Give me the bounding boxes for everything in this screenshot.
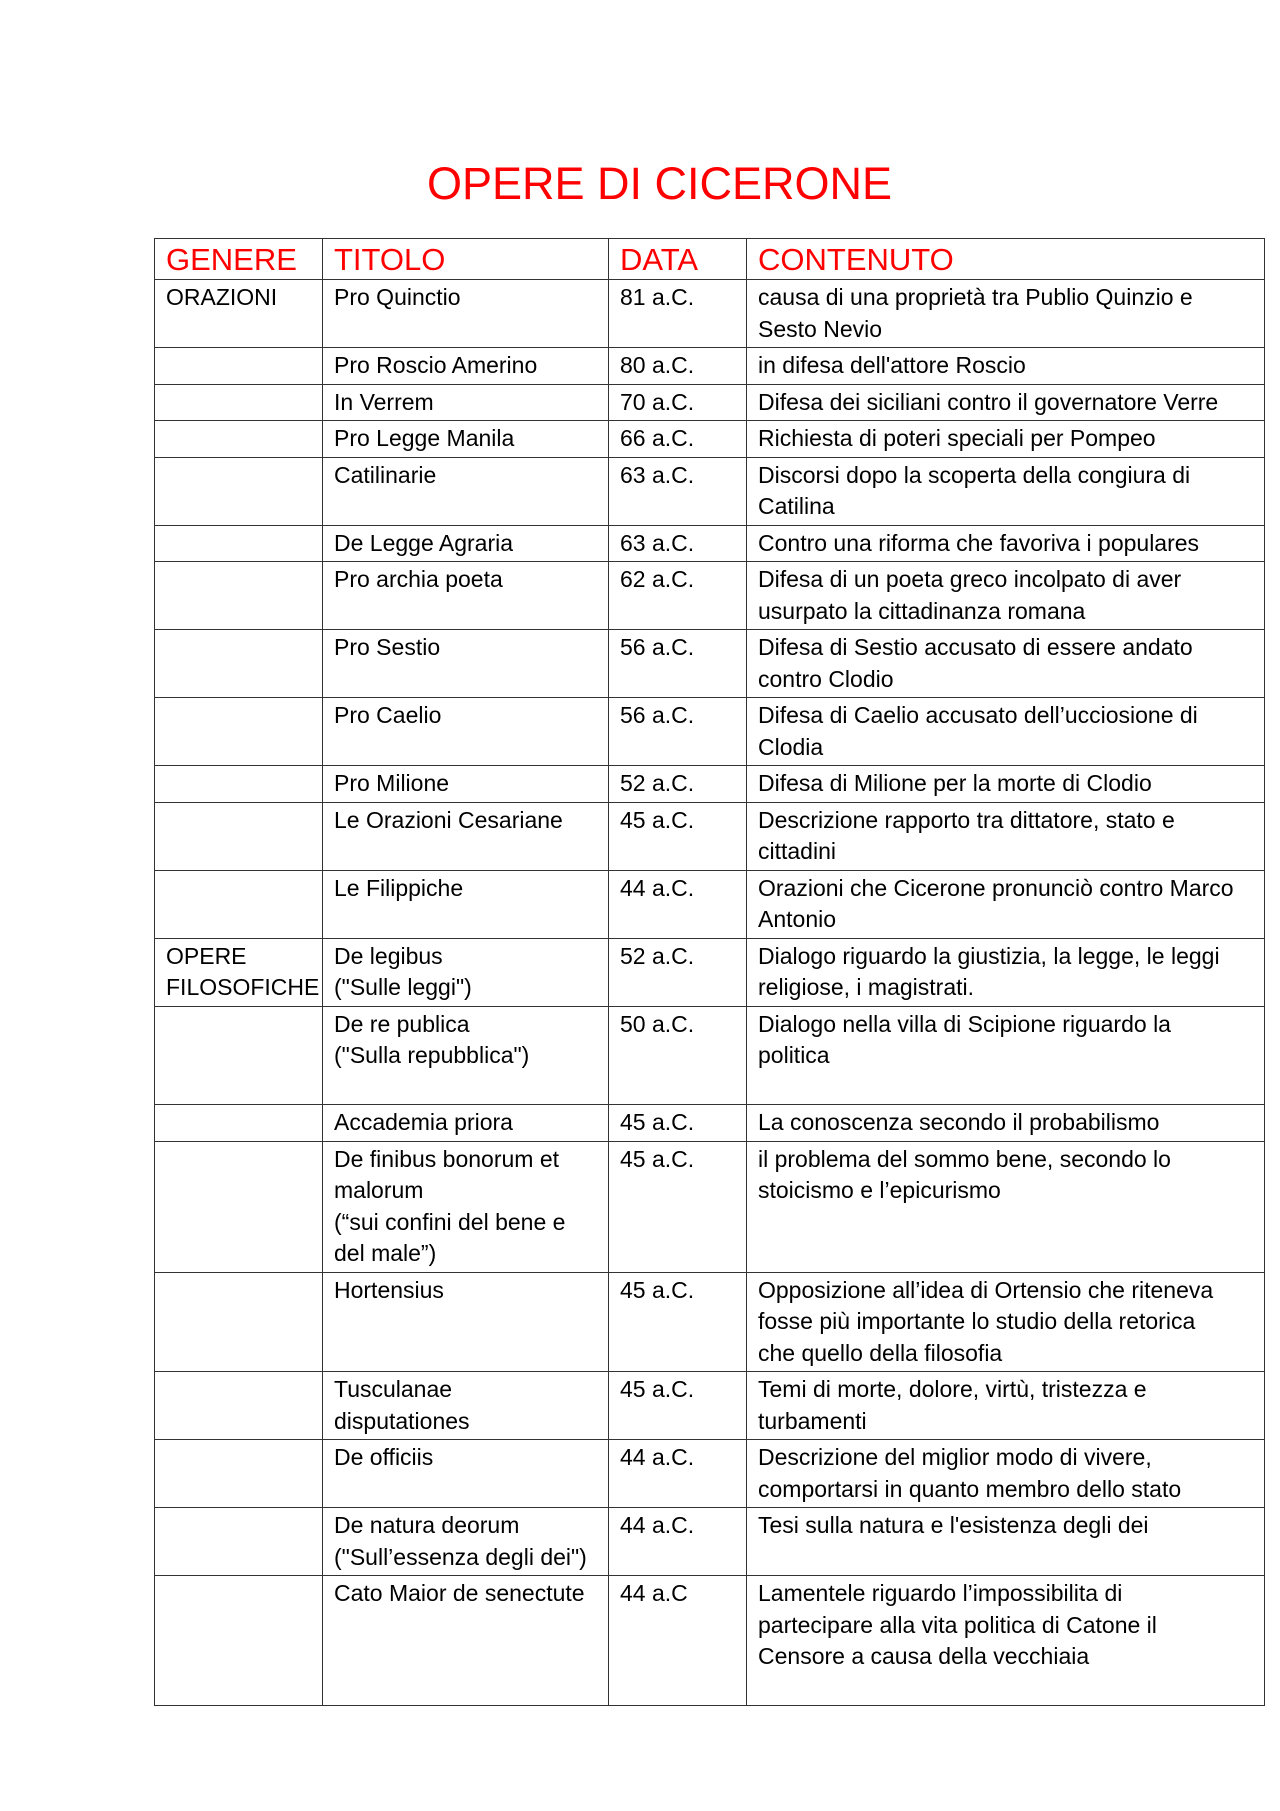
cell-data-value: 45 a.C.: [620, 1145, 695, 1172]
cell-data-value: 56 a.C.: [620, 702, 695, 728]
cell-titolo: [323, 348, 609, 385]
cell-titolo-line: Pro Milione: [334, 770, 450, 796]
cell-titolo: [323, 280, 609, 348]
cell-titolo-line: Le Orazioni Cesariane: [334, 806, 563, 833]
cell-contenuto: [747, 1440, 1265, 1508]
table-row: [155, 1372, 1265, 1440]
table-row: [155, 802, 1265, 870]
cell-contenuto-line: Lamentele riguardo l’impossibilita di: [758, 1580, 1123, 1606]
cell-contenuto-line: Catilina: [758, 493, 835, 519]
cell-data: [609, 630, 747, 698]
cell-titolo: [323, 1105, 609, 1142]
cell-contenuto-line: Descrizione rapporto tra dittatore, stato e: [758, 806, 1175, 833]
cell-titolo-line: Pro Quinctio: [334, 284, 461, 310]
cell-titolo: [323, 766, 609, 803]
cell-contenuto: [747, 384, 1265, 421]
table-row: [155, 525, 1265, 562]
cell-data-value: 66 a.C.: [620, 425, 695, 451]
header-titolo: TITOLO: [323, 239, 609, 280]
cell-titolo: [323, 802, 609, 870]
cell-contenuto-line: fosse più importante lo studio della retorica: [758, 1308, 1196, 1334]
cell-data: [609, 562, 747, 630]
cell-contenuto-line: causa di una proprietà tra Publio Quinzio e: [758, 284, 1193, 310]
cell-titolo-line: del male”): [334, 1240, 437, 1266]
cell-titolo-line: ("Sulle leggi"): [334, 974, 472, 1000]
cell-contenuto: [747, 348, 1265, 385]
cell-contenuto-line: turbamenti: [758, 1407, 867, 1434]
cell-data-value: 56 a.C.: [620, 634, 695, 660]
cell-titolo: [323, 1272, 609, 1372]
cell-contenuto-line: Difesa dei siciliani contro il governatore Verre: [758, 388, 1219, 415]
cell-genere: [155, 802, 323, 870]
cell-contenuto-line: contro Clodio: [758, 665, 894, 692]
table-row: [155, 1508, 1265, 1576]
cell-titolo-line: De officiis: [334, 1444, 434, 1470]
cell-genere: [155, 938, 323, 1006]
cell-contenuto-line: Dialogo riguardo la giustizia, la legge, le leggi: [758, 942, 1220, 969]
cell-data-value: 81 a.C.: [620, 284, 695, 310]
cell-titolo-line: Le Filippiche: [334, 874, 464, 901]
cell-contenuto-line: Antonio: [758, 906, 837, 932]
table-row: [155, 870, 1265, 938]
cell-titolo-line: Cato Maior de senectute: [334, 1580, 585, 1606]
cell-contenuto-line: comportarsi in quanto membro dello stato: [758, 1475, 1182, 1502]
cell-titolo-line: Pro Caelio: [334, 702, 442, 728]
table-row: [155, 1006, 1265, 1105]
cell-data: [609, 384, 747, 421]
cell-genere: [155, 1272, 323, 1372]
cell-data-value: 44 a.C: [620, 1580, 688, 1606]
cell-titolo: [323, 457, 609, 525]
cell-data-value: 70 a.C.: [620, 388, 695, 415]
cell-genere: [155, 1508, 323, 1576]
cell-contenuto-line: Sesto Nevio: [758, 315, 883, 342]
cell-data: [609, 698, 747, 766]
table-row: [155, 630, 1265, 698]
cell-contenuto: [747, 766, 1265, 803]
cell-contenuto: [747, 562, 1265, 630]
works-table-body: [155, 280, 1265, 1706]
cell-contenuto: [747, 1576, 1265, 1706]
table-row: [155, 1141, 1265, 1272]
cell-contenuto: [747, 525, 1265, 562]
cell-contenuto-line: La conoscenza secondo il probabilismo: [758, 1109, 1160, 1135]
cell-data-value: 52 a.C.: [620, 770, 695, 796]
cell-titolo: [323, 938, 609, 1006]
cell-data-value: 52 a.C.: [620, 942, 695, 969]
header-genere: GENERE: [155, 239, 323, 280]
cell-titolo: [323, 1141, 609, 1272]
cell-contenuto-line: Richiesta di poteri speciali per Pompeo: [758, 425, 1156, 451]
cell-titolo: [323, 698, 609, 766]
cell-genere-line: FILOSOFICHE: [166, 974, 320, 1000]
cell-genere: [155, 562, 323, 630]
cell-titolo: [323, 525, 609, 562]
cell-titolo-line: De Legge Agraria: [334, 529, 514, 556]
cell-genere: [155, 698, 323, 766]
table-row: [155, 698, 1265, 766]
cell-contenuto-line: Difesa di Milione per la morte di Clodio: [758, 770, 1152, 796]
cell-data: [609, 421, 747, 458]
table-row: [155, 421, 1265, 458]
cell-titolo-line: Pro Sestio: [334, 634, 441, 660]
cell-contenuto: [747, 1372, 1265, 1440]
cell-titolo-line: Pro archia poeta: [334, 566, 503, 592]
cell-genere: [155, 1576, 323, 1706]
cell-titolo: [323, 630, 609, 698]
cell-titolo: [323, 1576, 609, 1706]
cell-genere: [155, 870, 323, 938]
cell-data-value: 45 a.C.: [620, 1276, 695, 1303]
cell-data-value: 45 a.C.: [620, 1376, 695, 1402]
cell-titolo-line: Tusculanae: [334, 1376, 453, 1402]
cell-contenuto-line: Dialogo nella villa di Scipione riguardo la: [758, 1010, 1171, 1037]
table-row: [155, 384, 1265, 421]
cell-genere: [155, 457, 323, 525]
cell-data-value: 62 a.C.: [620, 566, 695, 592]
table-row: [155, 1440, 1265, 1508]
cell-genere: [155, 630, 323, 698]
cell-titolo-line: malorum: [334, 1177, 424, 1203]
cell-data: [609, 766, 747, 803]
table-row: [155, 1272, 1265, 1372]
cell-data: [609, 1272, 747, 1372]
cell-data-value: 44 a.C.: [620, 1444, 695, 1470]
cell-titolo-line: Accademia priora: [334, 1109, 513, 1135]
cell-contenuto-line: Difesa di Caelio accusato dell’ucciosione di: [758, 702, 1198, 728]
cell-titolo-line: In Verrem: [334, 388, 434, 415]
cell-genere: [155, 348, 323, 385]
cell-data: [609, 457, 747, 525]
cell-titolo-line: disputationes: [334, 1407, 470, 1434]
cell-contenuto-line: il problema del sommo bene, secondo lo: [758, 1145, 1171, 1172]
cell-titolo: [323, 562, 609, 630]
cell-contenuto-line: che quello della filosofia: [758, 1339, 1003, 1366]
cell-genere: [155, 1006, 323, 1105]
cell-contenuto-line: politica: [758, 1042, 830, 1068]
cell-contenuto: [747, 1272, 1265, 1372]
cell-data: [609, 1576, 747, 1706]
table-row: [155, 348, 1265, 385]
cell-titolo-line: (“sui confini del bene e: [334, 1208, 566, 1235]
cell-contenuto-line: Censore a causa della vecchiaia: [758, 1643, 1090, 1669]
cell-titolo-line: Catilinarie: [334, 461, 437, 488]
cell-contenuto-line: Clodia: [758, 733, 824, 760]
cell-contenuto: [747, 280, 1265, 348]
header-data: DATA: [609, 239, 747, 280]
cell-titolo-line: De natura deorum: [334, 1512, 520, 1538]
cell-data: [609, 1105, 747, 1142]
cell-data: [609, 1141, 747, 1272]
cell-contenuto-line: stoicismo e l’epicurismo: [758, 1177, 1001, 1203]
cell-contenuto-line: Opposizione all’idea di Ortensio che riteneva: [758, 1276, 1214, 1303]
header-contenuto: CONTENUTO: [747, 239, 1265, 280]
cell-titolo-line: De finibus bonorum et: [334, 1145, 560, 1172]
cell-contenuto: [747, 630, 1265, 698]
cell-contenuto: [747, 1006, 1265, 1105]
cell-genere: [155, 525, 323, 562]
cell-contenuto: [747, 1141, 1265, 1272]
cell-data: [609, 1508, 747, 1576]
cell-titolo: [323, 421, 609, 458]
cell-contenuto-line: Tesi sulla natura e l'esistenza degli dei: [758, 1512, 1149, 1538]
cell-data: [609, 1006, 747, 1105]
cell-data: [609, 525, 747, 562]
cell-data-value: 63 a.C.: [620, 461, 695, 488]
cell-contenuto-line: Temi di morte, dolore, virtù, tristezza e: [758, 1376, 1147, 1402]
cell-genere: [155, 1440, 323, 1508]
table-row: [155, 280, 1265, 348]
cell-genere: [155, 1105, 323, 1142]
cell-contenuto-line: in difesa dell'attore Roscio: [758, 352, 1026, 378]
cell-titolo-line: Pro Roscio Amerino: [334, 352, 538, 378]
cell-contenuto-line: Orazioni che Cicerone pronunciò contro Marco: [758, 874, 1234, 901]
works-table: [154, 238, 1265, 1706]
cell-titolo: [323, 384, 609, 421]
cell-genere: [155, 384, 323, 421]
table-row: [155, 562, 1265, 630]
cell-genere: [155, 421, 323, 458]
cell-genere: [155, 280, 323, 348]
table-row: [155, 1105, 1265, 1142]
cell-titolo-line: ("Sulla repubblica"): [334, 1042, 530, 1068]
cell-contenuto-line: Difesa di un poeta greco incolpato di aver: [758, 566, 1182, 592]
table-row: [155, 938, 1265, 1006]
cell-data: [609, 348, 747, 385]
cell-data: [609, 280, 747, 348]
cell-contenuto-line: Discorsi dopo la scoperta della congiura di: [758, 461, 1191, 488]
header-row: [155, 239, 1265, 280]
cell-data-value: 44 a.C.: [620, 1512, 695, 1538]
table-row: [155, 457, 1265, 525]
cell-contenuto: [747, 421, 1265, 458]
cell-contenuto: [747, 938, 1265, 1006]
cell-data: [609, 1372, 747, 1440]
cell-titolo-line: Hortensius: [334, 1276, 444, 1303]
cell-contenuto: [747, 870, 1265, 938]
cell-data: [609, 1440, 747, 1508]
cell-genere-line: OPERE: [166, 942, 247, 969]
cell-genere: [155, 1372, 323, 1440]
cell-titolo: [323, 1508, 609, 1576]
cell-data: [609, 802, 747, 870]
cell-data-value: 44 a.C.: [620, 874, 695, 901]
cell-genere: [155, 766, 323, 803]
cell-data-value: 45 a.C.: [620, 1109, 695, 1135]
cell-genere-line: ORAZIONI: [166, 284, 278, 310]
cell-titolo: [323, 1440, 609, 1508]
cell-contenuto: [747, 457, 1265, 525]
cell-data-value: 80 a.C.: [620, 352, 695, 378]
cell-data-value: 45 a.C.: [620, 806, 695, 833]
page-title: OPERE DI CICERONE: [427, 158, 893, 209]
cell-titolo-line: De legibus: [334, 942, 443, 969]
cell-data: [609, 938, 747, 1006]
cell-genere: [155, 1141, 323, 1272]
cell-contenuto: [747, 1508, 1265, 1576]
cell-contenuto-line: usurpato la cittadinanza romana: [758, 597, 1086, 624]
cell-contenuto-line: Descrizione del miglior modo di vivere,: [758, 1444, 1152, 1470]
cell-contenuto-line: cittadini: [758, 838, 836, 864]
cell-contenuto: [747, 1105, 1265, 1142]
cell-titolo-line: Pro Legge Manila: [334, 425, 515, 451]
cell-contenuto-line: partecipare alla vita politica di Catone il: [758, 1611, 1157, 1638]
table-row: [155, 766, 1265, 803]
cell-contenuto-line: religiose, i magistrati.: [758, 974, 975, 1000]
cell-titolo: [323, 1372, 609, 1440]
cell-titolo-line: De re publica: [334, 1010, 470, 1037]
cell-data-value: 63 a.C.: [620, 529, 695, 556]
cell-data-value: 50 a.C.: [620, 1010, 695, 1037]
cell-titolo-line: ("Sull’essenza degli dei"): [334, 1543, 587, 1570]
cell-data: [609, 870, 747, 938]
cell-titolo: [323, 1006, 609, 1105]
cell-titolo: [323, 870, 609, 938]
table-row: [155, 1576, 1265, 1706]
cell-contenuto: [747, 698, 1265, 766]
cell-contenuto: [747, 802, 1265, 870]
cell-contenuto-line: Difesa di Sestio accusato di essere andato: [758, 634, 1193, 660]
cell-contenuto-line: Contro una riforma che favoriva i populares: [758, 529, 1200, 556]
